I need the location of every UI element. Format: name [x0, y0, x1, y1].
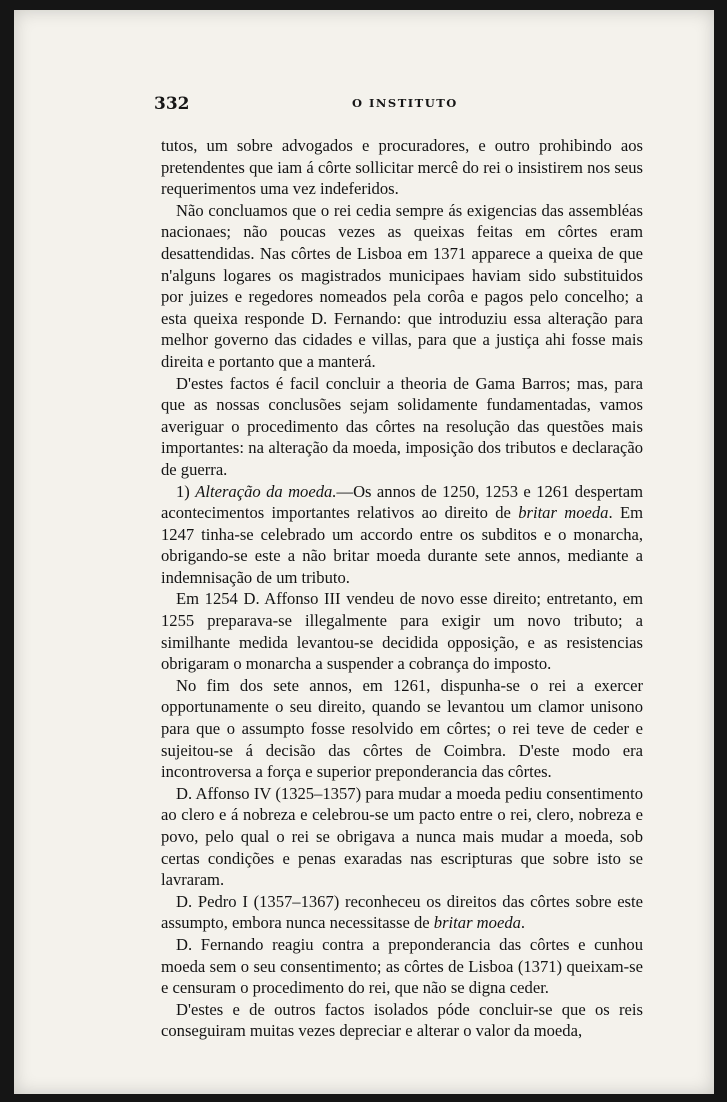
paragraph: No fim dos sete annos, em 1261, dispunha-se o rei a exercer opportunamente o seu direito, quando se levantou um clamor unisono para que o assumpto fosse resolvido em côrtes; o rei teve de ceder e sujeitou-se á decisão das côrtes de Coimbra. D'este modo era incontroversa a força e superior preponderancia das côrtes.: [161, 675, 643, 782]
paragraph: Em 1254 D. Affonso III vendeu de novo esse direito; entretanto, em 1255 preparava-se illegalmente para exigir um novo tributo; a similhante medida levantou-se decidida opposição, e as resistencias obrigaram o monarcha a suspender a cobrança do imposto.: [161, 589, 643, 674]
page-number: 332: [154, 94, 190, 114]
paragraph: D. Pedro I (1357–1367) reconheceu os direitos das côrtes sobre este assumpto, embora nunca necessitasse de britar moeda.: [161, 891, 643, 933]
paragraph-alteracao-da-moeda: 1) Alteração da moeda.—Os annos de 1250, 1253 e 1261 despertam acontecimentos importantes relativos ao direito de britar moeda. Em 1247 tinha-se celebrado um accordo entre os subditos e o monarcha, obrigando-se este a não britar moeda durante sete annos, mediante a indemnisação de um tributo.: [161, 481, 643, 587]
paragraph: D'estes factos é facil concluir a theoria de Gama Barros; mas, para que as nossas conclusões sejam solidamente fundamentadas, vamos averiguar o procedimento das côrtes na resolução das questões mais importantes: na alteração da moeda, imposição dos tributos e declaração de guerra.: [161, 373, 643, 479]
book-page: [14, 10, 714, 1094]
section-heading: Alteração da moeda.: [195, 481, 337, 501]
paragraph: D. Fernando reagiu contra a preponderancia das côrtes e cunhou moeda sem o seu consentimento; as côrtes de Lisboa (1371) queixam-se e censuram o procedimento do rei, que não se digna ceder.: [161, 934, 643, 998]
page-header: [154, 94, 654, 124]
paragraph: D. Affonso IV (1325–1357) para mudar a moeda pediu consentimento ao clero e á nobreza e celebrou-se um pacto entre o rei, clero, nobreza e povo, pelo qual o rei se obrigava a nunca mais mudar a moeda, sob certas condições e penas exaradas nas escripturas que sobre isto se lavraram.: [161, 783, 643, 890]
body-text: [161, 135, 643, 1042]
paragraph: tutos, um sobre advogados e procuradores, e outro prohibindo aos pretendentes que iam á côrte sollicitar mercê do rei o insistirem nos seus requerimentos uma vez indeferidos.: [161, 136, 643, 199]
term-britar-moeda: britar moeda: [518, 503, 609, 523]
term-britar-moeda: britar moeda: [433, 913, 521, 933]
paragraph: D'estes e de outros factos isolados póde concluir-se que os reis conseguiram muitas vezes depreciar e alterar o valor da moeda,: [161, 999, 643, 1041]
running-title: O INSTITUTO: [352, 96, 458, 110]
paragraph: Não concluamos que o rei cedia sempre ás exigencias das assembléas nacionaes; não poucas vezes as queixas feitas em côrtes eram desattendidas. Nas côrtes de Lisboa em 1371 apparece a queixa de que n'alguns logares os magistrados municipaes haviam sido substituidos por juizes e regedores nomeados pela corôa e pagos pelo concelho; a esta queixa responde D. Fernando: que introduziu essa alteração para melhor governo das cidades e villas, para que a justiça ahi fosse mais direita e portanto que a manterá.: [161, 200, 643, 371]
